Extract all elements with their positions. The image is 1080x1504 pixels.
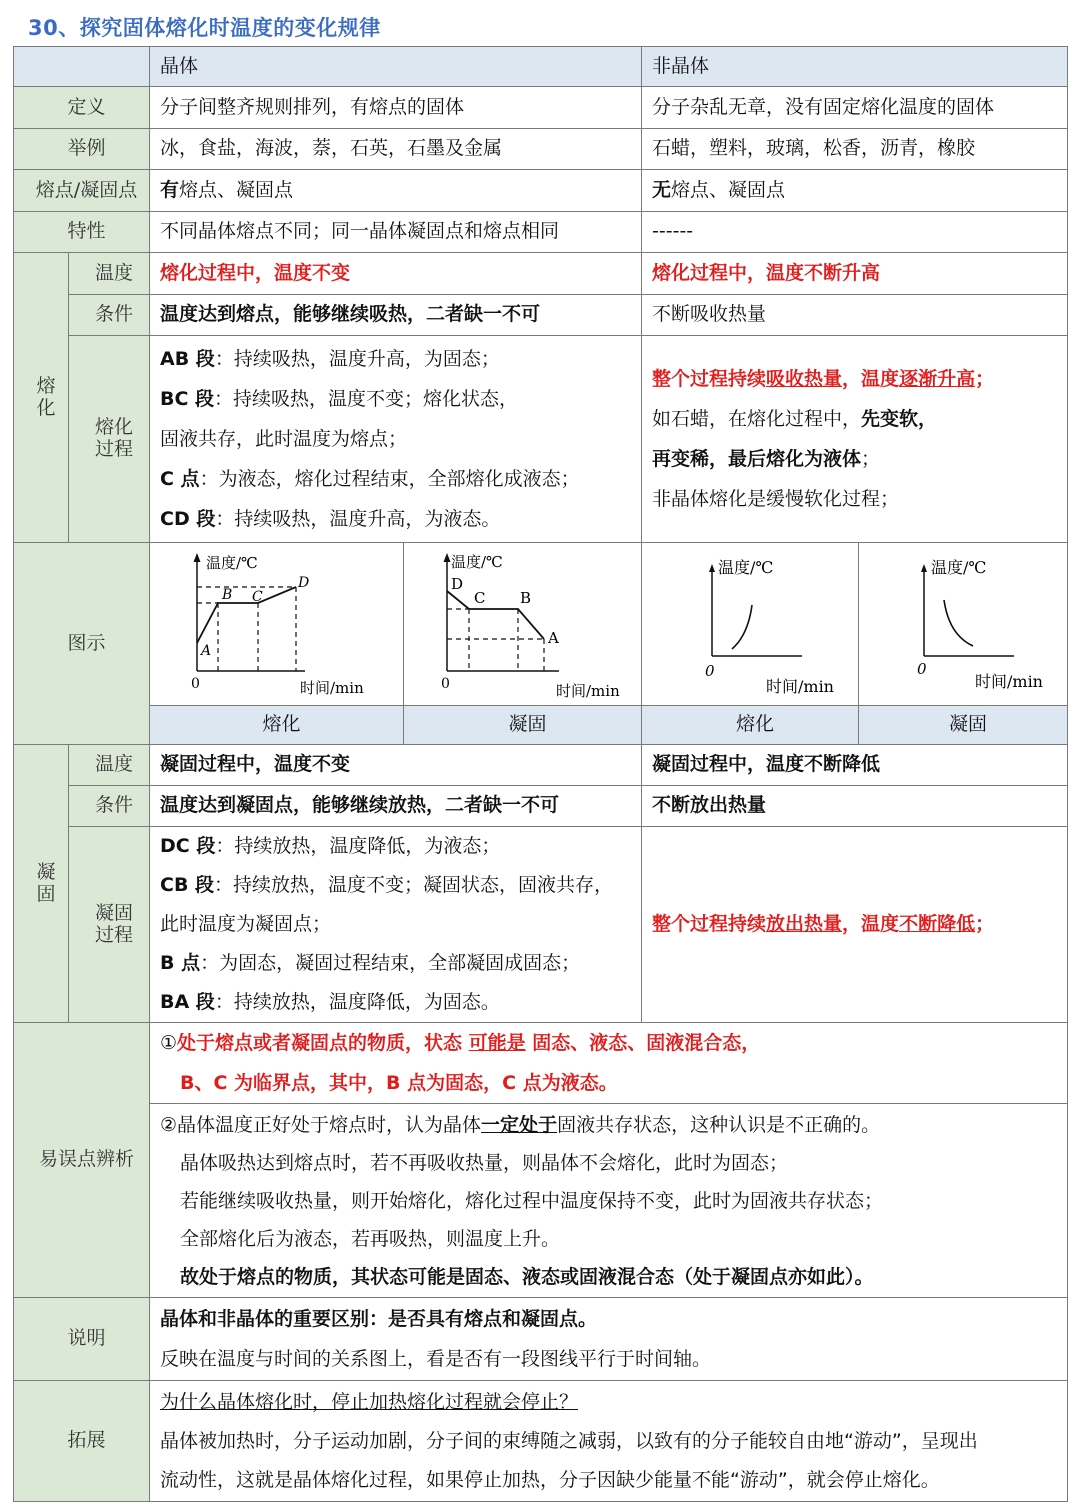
points-amorphous-bold: 无 (652, 178, 672, 201)
extension-row (14, 1381, 1068, 1502)
melting-temp-row (14, 253, 1068, 295)
melting-step-key: AB 段 (160, 348, 215, 370)
x-axis-label: 时间/min (766, 677, 835, 696)
solid-temp-label: 温度 (69, 745, 150, 786)
explanation-content (150, 1298, 1068, 1381)
solid-step-key: B 点 (160, 952, 201, 974)
point-label: D (451, 575, 464, 593)
solid-step-text: ：为固态，凝固过程结束，全部凝固成固态； (200, 952, 581, 974)
solid-condition-row (14, 786, 1068, 827)
melting-process-row (14, 336, 1068, 543)
melting-condition-label: 条件 (69, 295, 150, 336)
property-amorphous: ------ (642, 212, 1068, 253)
melting-step-text: ：持续吸热，温度升高，为液态。 (215, 508, 501, 530)
extension-line-2: 流动性，这就是晶体熔化过程，如果停止加热，分子因缺少能量不能“游动”，就会停止熔化。 (160, 1468, 940, 1491)
graph-amorphous-solidifying (859, 543, 1068, 706)
text-fragment: ① (160, 1032, 178, 1054)
text-fragment: ，温度 (842, 368, 900, 390)
text-fragment: 固液共存状态，这种认识是不正确的。 (557, 1113, 881, 1136)
melting-step-text: ：持续吸热，温度升高，为固态； (214, 348, 500, 370)
origin-label: 0 (917, 660, 927, 678)
melting-temp-label: 温度 (69, 253, 150, 295)
text-fragment: ②晶体温度正好处于熔点时，认为晶体 (160, 1113, 482, 1136)
points-crystal-bold: 有 (160, 178, 180, 201)
melting-process-crystal (150, 336, 642, 543)
mistake-2-line: 全部熔化后为液态，若再吸热，则温度上升。 (180, 1227, 561, 1250)
solid-process-label-1: 凝固 (94, 901, 133, 924)
solid-step (160, 866, 641, 905)
graph-crystal-melting (150, 543, 404, 706)
melting-step (160, 499, 641, 539)
mistake-2-conclusion: 故处于熔点的物质，其状态可能是固态、液态或固液混合态（处于凝固点亦如此）。 (180, 1265, 874, 1288)
melting-amorphous-line-2 (652, 399, 1067, 439)
melting-step-text: ：为液态，熔化过程结束，全部熔化成液态； (199, 468, 580, 490)
solid-temp-amorphous: 凝固过程中，温度不断降低 (642, 745, 1068, 786)
solid-step (160, 827, 641, 866)
text-fragment: ； (861, 448, 881, 470)
melting-step-text: 固液共存，此时温度为熔点； (160, 428, 408, 450)
property-row (14, 212, 1068, 253)
solid-step (160, 983, 641, 1022)
melting-step-text: ：持续吸热，温度不变；熔化状态， (214, 388, 519, 410)
y-axis-arrow (444, 553, 451, 562)
melting-curve (732, 605, 752, 649)
origin-label: 0 (191, 676, 200, 692)
melting-condition-row (14, 295, 1068, 336)
point-label: B (222, 587, 233, 603)
origin-label: 0 (441, 676, 450, 692)
solid-condition-amorphous: 不断放出热量 (642, 786, 1068, 827)
points-crystal (150, 170, 642, 212)
page-title: 30、探究固体熔化时温度的变化规律 (28, 16, 381, 40)
melting-process-label-1: 熔化 (94, 416, 133, 439)
header-crystal: 晶体 (150, 47, 642, 87)
solid-condition-label: 条件 (69, 786, 150, 827)
point-label: B (520, 589, 532, 607)
text-fragment: 先变软， (861, 408, 938, 430)
text-fragment: 整个过程持续 (652, 368, 767, 390)
comparison-table (13, 46, 1068, 1502)
graph-amorphous-melting-svg (652, 543, 859, 705)
melting-step (160, 379, 641, 419)
text-fragment: 可能是 (468, 1032, 526, 1054)
points-amorphous-rest: 熔点、凝固点 (671, 178, 786, 201)
mistake-2-line: 晶体吸热达到熔点时，若不再吸收热量，则晶体不会熔化，此时为固态； (180, 1151, 789, 1174)
solid-step (160, 905, 641, 944)
origin-label: 0 (705, 662, 715, 680)
definition-label: 定义 (14, 87, 150, 129)
graph-amorphous-solidifying-svg (869, 543, 1068, 705)
extension-label: 拓展 (14, 1381, 150, 1502)
melting-condition-crystal: 温度达到熔点，能够继续吸热，二者缺一不可 (150, 295, 642, 336)
diagram-label: 图示 (14, 543, 150, 745)
melting-temp-crystal: 熔化过程中，温度不变 (150, 253, 642, 295)
y-axis-arrow (194, 553, 201, 562)
extension-content (150, 1381, 1068, 1502)
definition-crystal: 分子间整齐规则排列，有熔点的固体 (150, 87, 642, 129)
mistakes-part-2 (150, 1104, 1068, 1298)
y-axis-label: 温度/℃ (451, 553, 503, 571)
text-fragment: 再变稀，最后熔化为液体 (652, 448, 862, 470)
y-axis-label: 温度/℃ (206, 554, 258, 572)
solid-step-key: BA 段 (160, 991, 215, 1013)
x-axis-label: 时间/min (556, 682, 620, 700)
solid-step-text: ：持续放热，温度降低，为液态； (215, 835, 501, 857)
melting-section-label (14, 253, 69, 543)
explanation-line-1: 晶体和非晶体的重要区别：是否具有熔点和凝固点。 (160, 1308, 598, 1330)
melting-step (160, 339, 641, 379)
solid-process-amorphous (642, 827, 1068, 1023)
diagram-caption-row (14, 706, 1068, 745)
mistake-2-line-1 (160, 1106, 1067, 1144)
explanation-label: 说明 (14, 1298, 150, 1381)
point-label: A (548, 629, 559, 647)
melting-step-key: C 点 (160, 468, 200, 490)
mistakes-part-1 (150, 1023, 1068, 1104)
text-fragment: 整个过程持续 (652, 913, 767, 935)
header-corner (14, 47, 150, 87)
solidifying-label-2: 固 (36, 882, 56, 905)
melting-amorphous-line-1 (652, 359, 1067, 399)
text-fragment: 处于熔点或者凝固点的物质，状态 (177, 1032, 469, 1054)
property-crystal: 不同晶体熔点不同；同一晶体凝固点和熔点相同 (150, 212, 642, 253)
melting-label-2: 化 (36, 396, 56, 419)
definition-amorphous: 分子杂乱无章，没有固定熔化温度的固体 (642, 87, 1068, 129)
graph-crystal-solidifying-svg (414, 543, 642, 705)
solid-amorphous-line (652, 905, 1067, 944)
definition-row (14, 87, 1068, 129)
examples-row (14, 129, 1068, 170)
explanation-line-2: 反映在温度与时间的关系图上，看是否有一段图线平行于时间轴。 (160, 1348, 712, 1370)
solid-step-text: ：持续放热，温度不变；凝固状态，固液共存， (214, 874, 614, 896)
text-fragment: ； (975, 913, 995, 935)
solid-process-crystal (150, 827, 642, 1023)
points-row (14, 170, 1068, 212)
y-axis-arrow (921, 564, 927, 572)
extension-line-1: 晶体被加热时，分子运动加剧，分子间的束缚随之减弱，以致有的分子能较自由地“游动”，呈现出 (160, 1429, 978, 1452)
diagram-row (14, 543, 1068, 706)
mistakes-row-1 (14, 1023, 1068, 1104)
solid-step-text: 此时温度为凝固点； (160, 913, 332, 935)
melting-process-label (69, 336, 150, 543)
point-label: D (298, 575, 310, 591)
melting-temp-amorphous: 熔化过程中，温度不断升高 (642, 253, 1068, 295)
x-axis-label: 时间/min (300, 679, 364, 697)
text-fragment: 放出热量 (766, 913, 843, 935)
mistake-1-line-2: B、C 为临界点，其中，B 点为固态，C 点为液态。 (180, 1072, 618, 1094)
y-axis-arrow (709, 564, 715, 572)
explanation-row (14, 1298, 1068, 1381)
examples-crystal: 冰，食盐，海波，萘，石英，石墨及金属 (150, 129, 642, 170)
mistake-1-line-1 (160, 1023, 1067, 1063)
solid-process-label-2: 过程 (94, 923, 133, 946)
text-fragment: 不断降低 (899, 913, 976, 935)
text-fragment: 一定处于 (481, 1113, 558, 1136)
examples-amorphous: 石蜡，塑料，玻璃，松香，沥青，橡胶 (642, 129, 1068, 170)
solidifying-curve (944, 600, 973, 646)
points-label: 熔点/凝固点 (14, 170, 150, 212)
text-fragment: 如石蜡，在熔化过程中， (652, 408, 862, 430)
solid-step (160, 944, 641, 983)
point-label: C (474, 589, 486, 607)
y-axis-label: 温度/℃ (718, 558, 774, 577)
caption-crystal-melting: 熔化 (150, 706, 404, 745)
text-fragment: ，温度 (842, 913, 900, 935)
header-row (14, 47, 1068, 87)
graph-crystal-melting-svg (160, 543, 404, 705)
mistakes-label: 易误点辨析 (14, 1023, 150, 1298)
header-amorphous: 非晶体 (642, 47, 1068, 87)
solid-step-key: DC 段 (160, 835, 216, 857)
melting-amorphous-line-3 (652, 439, 1067, 479)
graph-crystal-solidifying (404, 543, 642, 706)
solid-temp-crystal: 凝固过程中，温度不变 (150, 745, 642, 786)
solid-process-row (14, 827, 1068, 1023)
point-label: A (201, 643, 212, 659)
melting-process-label-2: 过程 (94, 438, 133, 460)
melting-label-1: 熔 (36, 374, 56, 397)
points-amorphous (642, 170, 1068, 212)
text-fragment: ； (975, 368, 995, 390)
caption-crystal-solidifying: 凝固 (404, 706, 642, 745)
solidifying-section-label (14, 745, 69, 1023)
melting-step (160, 419, 641, 459)
point-label: C (252, 589, 263, 605)
melting-curve (197, 587, 296, 643)
melting-step-key: CD 段 (160, 508, 216, 530)
graph-amorphous-melting (642, 543, 859, 706)
melting-amorphous-line-4: 非晶体熔化是缓慢软化过程； (652, 488, 900, 510)
x-axis-label: 时间/min (975, 672, 1044, 691)
solid-condition-crystal: 温度达到凝固点，能够继续放热，二者缺一不可 (150, 786, 642, 827)
caption-amorphous-solidifying: 凝固 (859, 706, 1068, 745)
examples-label: 举例 (14, 129, 150, 170)
solid-step-text: ：持续放热，温度降低，为固态。 (214, 991, 500, 1013)
y-axis-label: 温度/℃ (931, 558, 987, 577)
points-crystal-rest: 熔点、凝固点 (179, 178, 294, 201)
text-fragment: 固态、液态、固液混合态， (525, 1032, 761, 1054)
melting-condition-amorphous: 不断吸收热量 (642, 295, 1068, 336)
melting-step (160, 459, 641, 499)
mistakes-row-2 (14, 1104, 1068, 1298)
text-fragment: 吸收热量 (766, 368, 843, 390)
melting-process-amorphous (642, 336, 1068, 543)
melting-step-key: BC 段 (160, 388, 215, 410)
property-label: 特性 (14, 212, 150, 253)
solidifying-label-1: 凝 (36, 860, 56, 883)
solid-temp-row (14, 745, 1068, 786)
caption-amorphous-melting: 熔化 (642, 706, 859, 745)
mistake-2-line: 若能继续吸收热量，则开始熔化，熔化过程中温度保持不变，此时为固液共存状态； (180, 1189, 884, 1212)
extension-question: 为什么晶体熔化时，停止加热熔化过程就会停止？ (160, 1390, 579, 1413)
text-fragment: 逐渐升高 (899, 368, 976, 390)
solid-step-key: CB 段 (160, 874, 215, 896)
solid-process-label (69, 827, 150, 1023)
